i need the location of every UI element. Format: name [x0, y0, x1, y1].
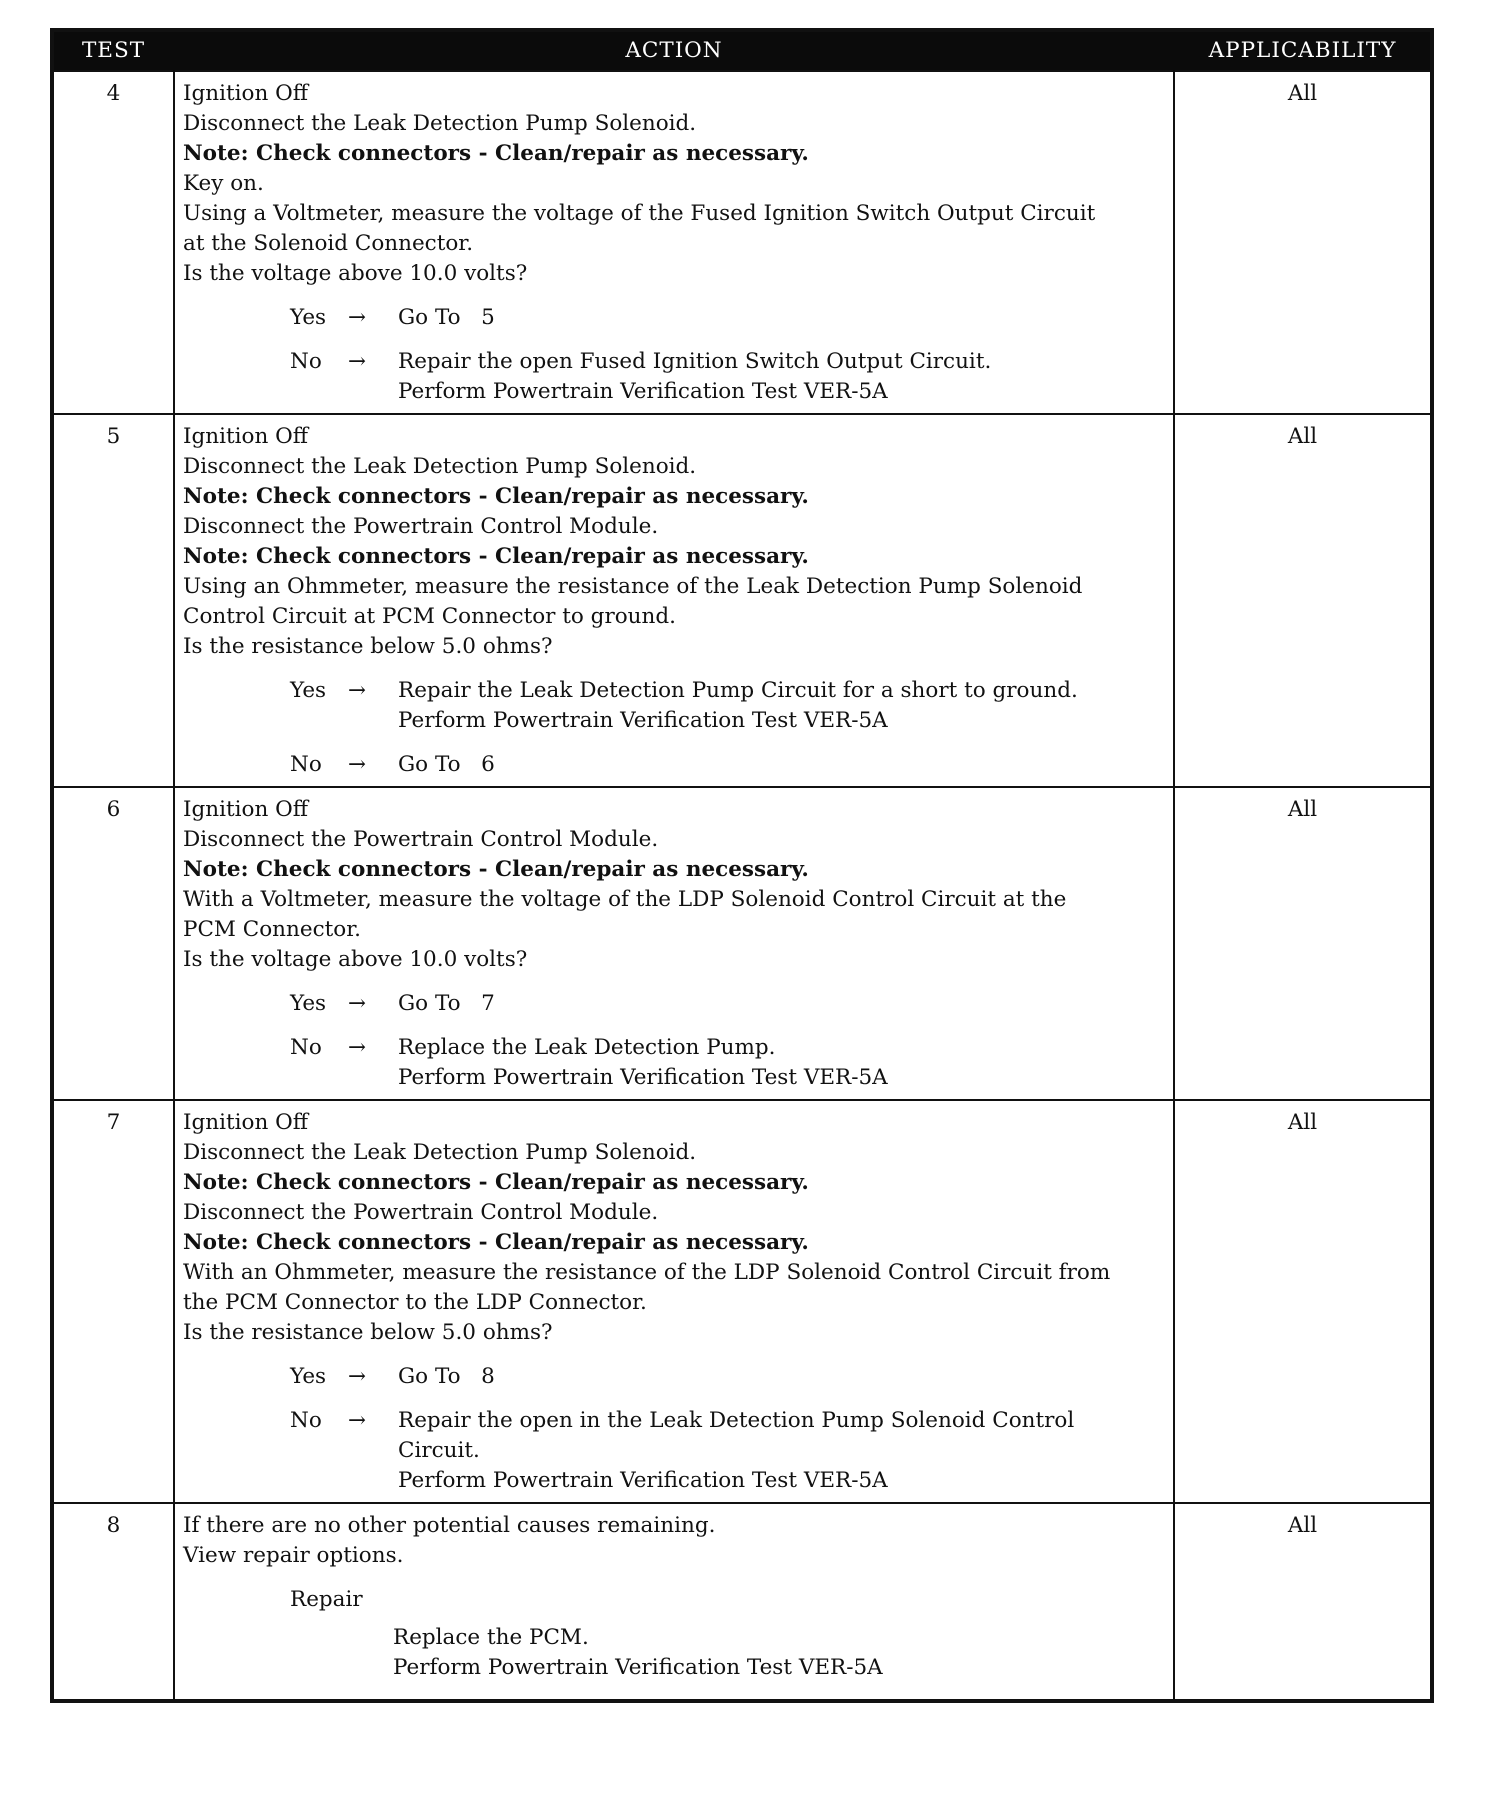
yes-label: Yes	[290, 678, 327, 703]
step-text: the PCM Connector to the LDP Connector.	[183, 1290, 647, 1315]
step-text: PCM Connector.	[183, 917, 361, 942]
step-text: at the Solenoid Connector.	[183, 231, 474, 256]
step-text: Key on.	[183, 171, 264, 196]
test-number: 6	[52, 787, 174, 1100]
applicability-cell: All	[1174, 787, 1432, 1100]
header-test: TEST	[52, 30, 174, 71]
yes-branch	[290, 303, 1167, 333]
step-text: Control Circuit at PCM Connector to ground.	[183, 604, 676, 629]
test-number: 4	[52, 71, 174, 414]
question-text: Is the voltage above 10.0 volts?	[183, 261, 528, 286]
yes-branch	[290, 989, 1167, 1019]
arrow-icon: →	[348, 1035, 367, 1060]
diagnostic-table	[50, 28, 1434, 1703]
no-branch	[290, 347, 1167, 407]
test-number: 8	[52, 1503, 174, 1701]
applicability-cell: All	[1174, 71, 1432, 414]
step-text: Using an Ohmmeter, measure the resistance of the Leak Detection Pump Solenoid	[183, 574, 1083, 599]
no-label: No	[290, 349, 322, 374]
step-text: Disconnect the Leak Detection Pump Solenoid.	[183, 454, 697, 479]
repair-item: Perform Powertrain Verification Test VER-5A	[393, 1655, 883, 1680]
table-row	[52, 71, 1432, 414]
note-text: Note: Check connectors - Clean/repair as necessary.	[183, 141, 809, 166]
test-number: 7	[52, 1100, 174, 1503]
repair-list	[393, 1623, 1167, 1683]
step-text: Disconnect the Leak Detection Pump Solenoid.	[183, 111, 697, 136]
no-result: Go To 6	[398, 752, 495, 777]
table-row	[52, 414, 1432, 787]
no-branch	[290, 1406, 1167, 1496]
yes-label: Yes	[290, 1364, 327, 1389]
note-text: Note: Check connectors - Clean/repair as necessary.	[183, 544, 809, 569]
no-branch	[290, 750, 1167, 780]
action-cell	[174, 1100, 1174, 1503]
diagnostic-page	[50, 28, 1430, 1703]
action-cell	[174, 414, 1174, 787]
header-action: ACTION	[174, 30, 1174, 71]
no-result: Repair the open in the Leak Detection Pump Solenoid Control Circuit. Perform Powertrain Verification Test VER-5A	[398, 1408, 1075, 1493]
no-label: No	[290, 1408, 322, 1433]
step-text: Ignition Off	[183, 1110, 309, 1135]
arrow-icon: →	[348, 1364, 367, 1389]
table-row	[52, 1100, 1432, 1503]
step-text: With an Ohmmeter, measure the resistance of the LDP Solenoid Control Circuit from	[183, 1260, 1111, 1285]
note-text: Note: Check connectors - Clean/repair as necessary.	[183, 1230, 809, 1255]
action-cell	[174, 787, 1174, 1100]
arrow-icon: →	[348, 991, 367, 1016]
table-row	[52, 1503, 1432, 1701]
yes-branch	[290, 676, 1167, 736]
step-text: Using a Voltmeter, measure the voltage of the Fused Ignition Switch Output Circuit	[183, 201, 1096, 226]
note-text: Note: Check connectors - Clean/repair as necessary.	[183, 1170, 809, 1195]
arrow-icon: →	[348, 752, 367, 777]
repair-label: Repair	[290, 1587, 363, 1612]
note-text: Note: Check connectors - Clean/repair as necessary.	[183, 857, 809, 882]
arrow-icon: →	[348, 305, 367, 330]
no-label: No	[290, 1035, 322, 1060]
repair-item: Replace the PCM.	[393, 1625, 589, 1650]
arrow-icon: →	[348, 678, 367, 703]
no-branch	[290, 1033, 1167, 1093]
no-result: Repair the open Fused Ignition Switch Output Circuit. Perform Powertrain Verification Test VER-5A	[398, 349, 992, 404]
repair-options	[290, 1585, 1167, 1683]
yes-result: Go To 8	[398, 1364, 495, 1389]
step-text: Disconnect the Powertrain Control Module.	[183, 514, 659, 539]
yes-branch	[290, 1362, 1167, 1392]
question-text: Is the resistance below 5.0 ohms?	[183, 634, 553, 659]
step-text: Ignition Off	[183, 797, 309, 822]
header-applicability: APPLICABILITY	[1174, 30, 1432, 71]
step-text: View repair options.	[183, 1543, 404, 1568]
step-text: Ignition Off	[183, 81, 309, 106]
test-number: 5	[52, 414, 174, 787]
step-text: With a Voltmeter, measure the voltage of the LDP Solenoid Control Circuit at the	[183, 887, 1067, 912]
step-text: Disconnect the Powertrain Control Module.	[183, 1200, 659, 1225]
action-cell	[174, 1503, 1174, 1701]
step-text: If there are no other potential causes remaining.	[183, 1513, 716, 1538]
action-cell	[174, 71, 1174, 414]
yes-result: Repair the Leak Detection Pump Circuit for a short to ground. Perform Powertrain Verification Test VER-5A	[398, 678, 1078, 733]
table-row	[52, 787, 1432, 1100]
step-text: Ignition Off	[183, 424, 309, 449]
no-label: No	[290, 752, 322, 777]
arrow-icon: →	[348, 349, 367, 374]
applicability-cell: All	[1174, 414, 1432, 787]
step-text: Disconnect the Leak Detection Pump Solenoid.	[183, 1140, 697, 1165]
question-text: Is the voltage above 10.0 volts?	[183, 947, 528, 972]
arrow-icon: →	[348, 1408, 367, 1433]
note-text: Note: Check connectors - Clean/repair as necessary.	[183, 484, 809, 509]
yes-label: Yes	[290, 991, 327, 1016]
question-text: Is the resistance below 5.0 ohms?	[183, 1320, 553, 1345]
no-result: Replace the Leak Detection Pump. Perform Powertrain Verification Test VER-5A	[398, 1035, 888, 1090]
yes-result: Go To 5	[398, 305, 495, 330]
applicability-cell: All	[1174, 1503, 1432, 1701]
yes-result: Go To 7	[398, 991, 495, 1016]
step-text: Disconnect the Powertrain Control Module.	[183, 827, 659, 852]
header-row	[52, 30, 1432, 71]
yes-label: Yes	[290, 305, 327, 330]
applicability-cell: All	[1174, 1100, 1432, 1503]
